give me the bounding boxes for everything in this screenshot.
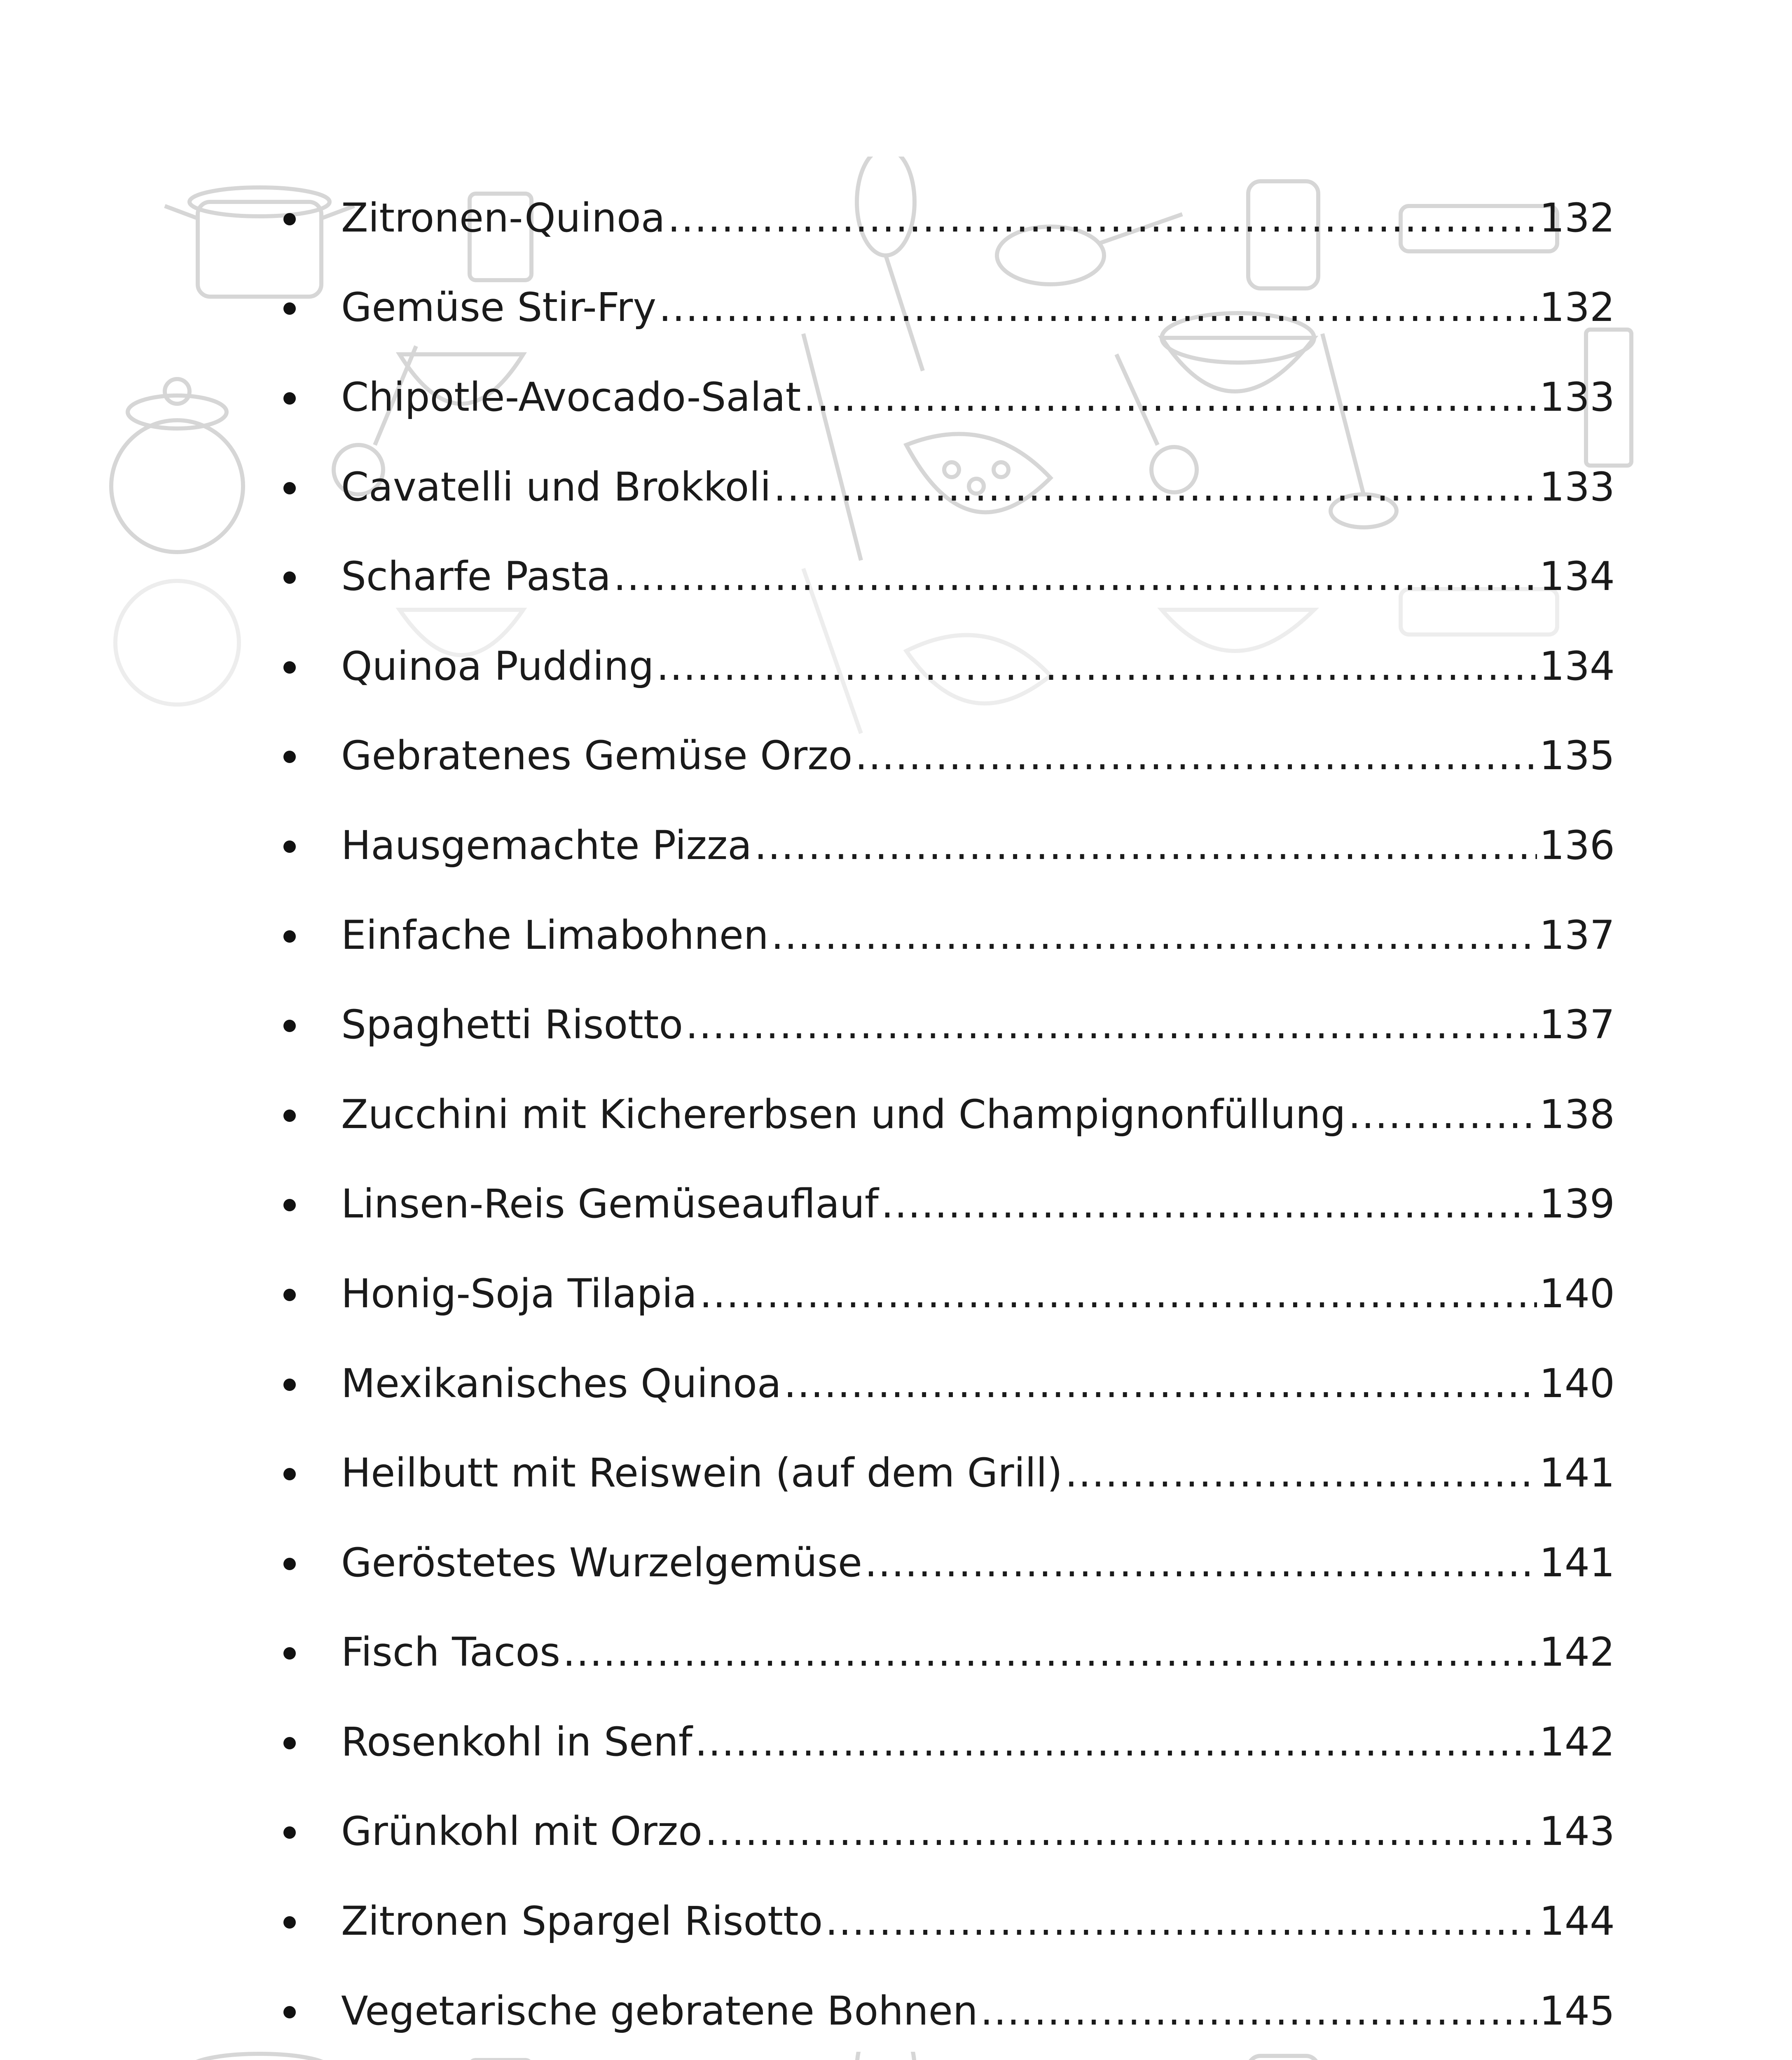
dot-leader: [668, 198, 1537, 238]
toc-entry-page: 133: [1539, 464, 1615, 510]
bullet-icon: [283, 302, 296, 315]
dot-leader: [659, 288, 1537, 327]
toc-entry[interactable]: [272, 442, 1615, 532]
toc-entry-page: 141: [1539, 1539, 1615, 1586]
toc-entry-page: 140: [1539, 1270, 1615, 1317]
bullet-icon: [283, 2006, 296, 2018]
toc-entry-title: Rosenkohl in Senf: [341, 1718, 692, 1765]
toc-entry-title: Gemüse Stir-Fry: [341, 284, 657, 331]
toc-entry-page: 137: [1539, 912, 1615, 958]
toc-entry-title: Linsen-Reis Gemüseauflauf: [341, 1181, 879, 1227]
dot-leader: [1348, 1095, 1537, 1134]
bullet-icon: [283, 571, 296, 584]
dot-leader: [825, 1901, 1537, 1941]
toc-entry-title: Gebratenes Gemüse Orzo: [341, 733, 853, 779]
bullet-icon: [283, 1199, 296, 1211]
toc-entry-page: 141: [1539, 1450, 1615, 1496]
toc-entry-page: 140: [1539, 1360, 1615, 1407]
toc-entry-page: 139: [1539, 1181, 1615, 1227]
bullet-icon: [283, 1468, 296, 1480]
toc-entry-title: Mexikanisches Quinoa: [341, 1360, 781, 1407]
toc-entry-page: 134: [1539, 553, 1615, 600]
bullet-icon: [283, 840, 296, 853]
toc-entry[interactable]: [272, 890, 1615, 980]
bullet-icon: [283, 1826, 296, 1839]
toc-entry-title: Einfache Limabohnen: [341, 912, 769, 958]
toc-entry[interactable]: [272, 621, 1615, 711]
dot-leader: [803, 377, 1537, 417]
toc-entry-page: 133: [1539, 374, 1615, 420]
toc-entry-page: 143: [1539, 1808, 1615, 1855]
toc-entry[interactable]: [272, 1876, 1615, 1966]
bullet-icon: [283, 1379, 296, 1391]
toc-entry[interactable]: [272, 263, 1615, 353]
toc-entry-page: 132: [1539, 194, 1615, 241]
toc-entry[interactable]: [272, 2055, 1615, 2060]
toc-entry-title: Vegetarische gebratene Bohnen: [341, 1987, 978, 2034]
toc-entry-page: 142: [1539, 1629, 1615, 1676]
dot-leader: [695, 1722, 1537, 1762]
toc-entry-page: 138: [1539, 1091, 1615, 1138]
toc-entry-title: Chipotle-Avocado-Salat: [341, 374, 801, 420]
dot-leader: [1065, 1453, 1537, 1493]
toc-entry-title: Fisch Tacos: [341, 1629, 561, 1676]
toc-entry-title: Hausgemachte Pizza: [341, 822, 752, 868]
bullet-icon: [283, 1647, 296, 1660]
toc-entry-page: 135: [1539, 733, 1615, 779]
toc-entry[interactable]: [272, 1966, 1615, 2056]
dot-leader: [685, 1005, 1537, 1044]
dot-leader: [699, 1274, 1537, 1313]
bullet-icon: [283, 1020, 296, 1032]
toc-entry-page: 134: [1539, 643, 1615, 689]
bullet-icon: [283, 1737, 296, 1749]
toc-entry[interactable]: [272, 1159, 1615, 1249]
toc-entry-page: 145: [1539, 1987, 1615, 2034]
toc-entry[interactable]: [272, 1787, 1615, 1877]
toc-entry[interactable]: [272, 980, 1615, 1070]
toc-entry[interactable]: [272, 352, 1615, 442]
bullet-icon: [283, 1916, 296, 1929]
toc-entry-title: Zucchini mit Kichererbsen und Champignonfüllung: [341, 1091, 1346, 1138]
toc-entry[interactable]: [272, 531, 1615, 621]
bullet-icon: [283, 930, 296, 943]
toc-entry[interactable]: [272, 711, 1615, 801]
toc-entry[interactable]: [272, 1428, 1615, 1518]
dot-leader: [774, 467, 1537, 507]
bullet-icon: [283, 213, 296, 225]
dot-leader: [705, 1812, 1537, 1851]
toc-entry-title: Heilbutt mit Reiswein (auf dem Grill): [341, 1450, 1063, 1496]
toc-entry[interactable]: [272, 173, 1615, 263]
toc-entry-title: Zitronen Spargel Risotto: [341, 1898, 823, 1945]
toc-entry-title: Cavatelli und Brokkoli: [341, 464, 771, 510]
toc-entry-page: 142: [1539, 1718, 1615, 1765]
toc-entry-title: Honig-Soja Tilapia: [341, 1270, 697, 1317]
toc-entry-title: Grünkohl mit Orzo: [341, 1808, 702, 1855]
toc-entry-page: 132: [1539, 284, 1615, 331]
toc-entry-title: Scharfe Pasta: [341, 553, 611, 600]
table-of-contents: [272, 173, 1615, 2060]
toc-entry-title: Quinoa Pudding: [341, 643, 654, 689]
dot-leader: [980, 1991, 1537, 2031]
dot-leader: [754, 826, 1537, 865]
bullet-icon: [283, 661, 296, 674]
toc-entry[interactable]: [272, 1518, 1615, 1608]
dot-leader: [613, 557, 1537, 596]
toc-entry[interactable]: [272, 1249, 1615, 1339]
bullet-icon: [283, 392, 296, 405]
toc-entry-title: Geröstetes Wurzelgemüse: [341, 1539, 862, 1586]
toc-entry[interactable]: [272, 1070, 1615, 1159]
bullet-icon: [283, 751, 296, 763]
bullet-icon: [283, 1289, 296, 1301]
bullet-icon: [283, 482, 296, 494]
bullet-icon: [283, 1110, 296, 1122]
dot-leader: [771, 915, 1537, 955]
toc-entry[interactable]: [272, 1608, 1615, 1697]
toc-entry-page: 144: [1539, 1898, 1615, 1945]
toc-entry-page: 137: [1539, 1002, 1615, 1048]
toc-entry-page: 136: [1539, 822, 1615, 868]
dot-leader: [881, 1184, 1537, 1224]
toc-entry-title: Zitronen-Quinoa: [341, 194, 665, 241]
bullet-icon: [283, 1558, 296, 1570]
dot-leader: [865, 1543, 1537, 1582]
toc-entry[interactable]: [272, 1339, 1615, 1428]
toc-entry[interactable]: [272, 1697, 1615, 1787]
dot-leader: [656, 646, 1537, 686]
dot-leader: [855, 736, 1537, 775]
toc-entry[interactable]: [272, 801, 1615, 890]
toc-entry-title: Spaghetti Risotto: [341, 1002, 683, 1048]
dot-leader: [563, 1632, 1537, 1672]
dot-leader: [784, 1364, 1537, 1403]
